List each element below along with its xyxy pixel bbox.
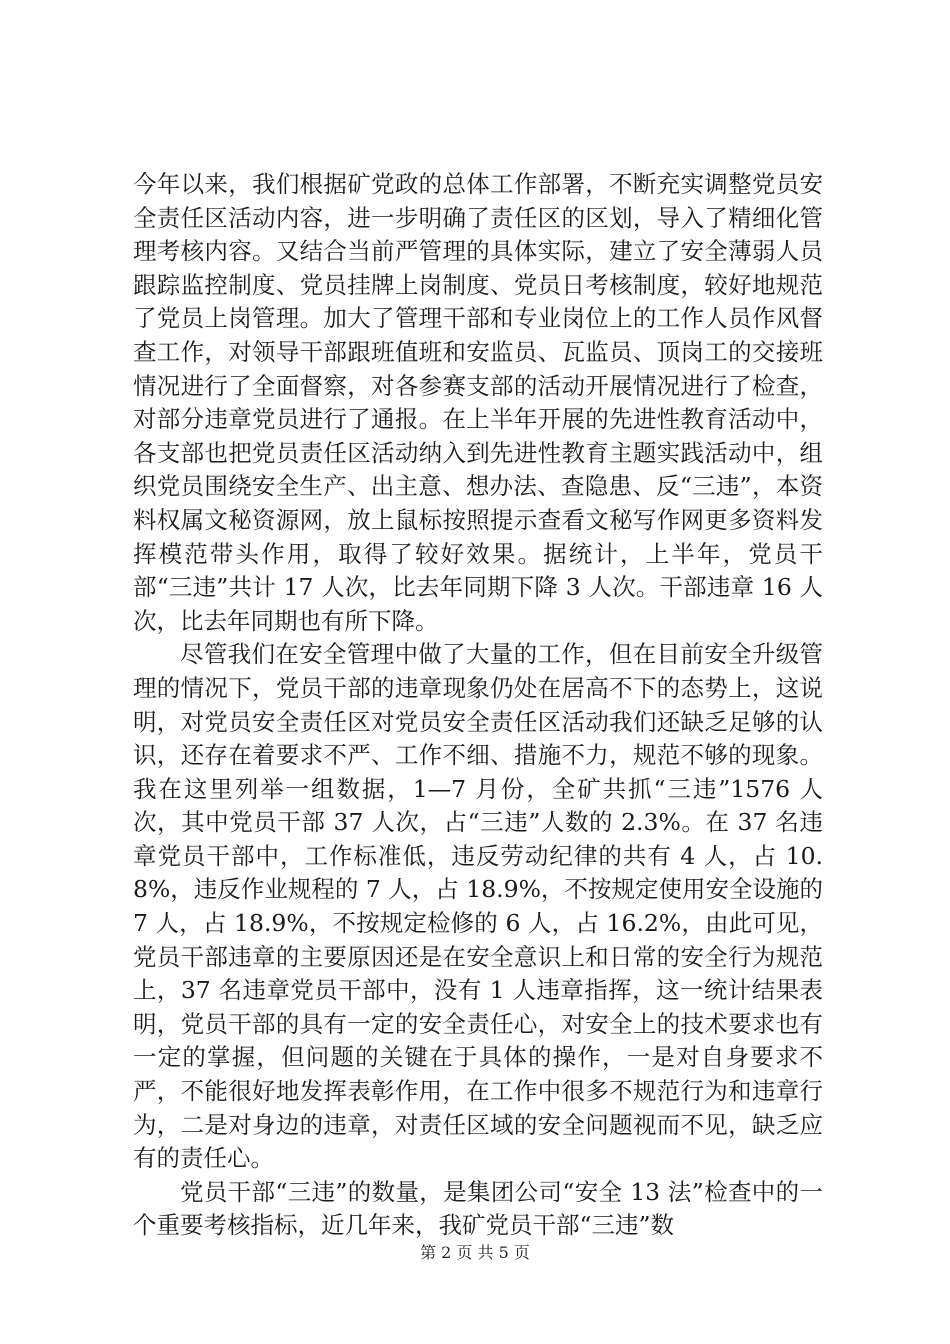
document-body	[133, 168, 823, 1243]
paragraph-3: 党员干部“三违”的数量，是集团公司“安全 13 法”检查中的一个重要考核指标，近几年来，我矿党员干部“三违”数	[133, 1177, 823, 1240]
paragraph-2: 尽管我们在安全管理中做了大量的工作，但在目前安全升级管理的情况下，党员干部的违章现象仍处在居高不下的态势上，这说明，对党员安全责任区对党员安全责任区活动我们还缺乏足够的认识，还存在着要求不严、工作不细、措施不力，规范不够的现象。我在这里列举一组数据，1—7 月份，全矿共抓“三违”1576 人次，其中党员干部 37 人次，占“三违”人数的 2.3%。在 37 名违章党员干部中，工作标准低，违反劳动纪律的共有 4 人，占 10.8%，违反作业规程的 7 人，占 18.9%，不按规定使用安全设施的 7 人，占 18.9%，不按规定检修的 6 人，占 16.2%，由此可见，党员干部违章的主要原因还是在安全意识上和日常的安全行为规范上，37 名违章党员干部中，没有 1 人违章指挥，这一统计结果表明，党员干部的具有一定的安全责任心，对安全上的技术要求也有一定的掌握，但问题的关键在于具体的操作，一是对自身要求不严，不能很好地发挥表彰作用，在工作中很多不规范行为和违章行为，二是对身边的违章，对责任区域的安全问题视而不见，缺乏应有的责任心。	[133, 640, 823, 1173]
paragraph-1: 今年以来，我们根据矿党政的总体工作部署，不断充实调整党员安全责任区活动内容，进一步明确了责任区的区划，导入了精细化管理考核内容。又结合当前严管理的具体实际，建立了安全薄弱人员跟踪监控制度、党员挂牌上岗制度、党员日考核制度，较好地规范了党员上岗管理。加大了管理干部和专业岗位上的工作人员作风督查工作，对领导干部跟班值班和安监员、瓦监员、顶岗工的交接班情况进行了全面督察，对各参赛支部的活动开展情况进行了检查，对部分违章党员进行了通报。在上半年开展的先进性教育活动中，各支部也把党员责任区活动纳入到先进性教育主题实践活动中，组织党员围绕安全生产、出主意、想办法、查隐患、反“三违”，本资料权属文秘资源网，放上鼠标按照提示查看文秘写作网更多资料发挥模范带头作用，取得了较好效果。据统计，上半年，党员干部“三违”共计 17 人次，比去年同期下降 3 人次。干部违章 16 人次，比去年同期也有所下降。	[133, 170, 823, 635]
page-number-footer: 第 2 页 共 5 页	[420, 1243, 530, 1262]
